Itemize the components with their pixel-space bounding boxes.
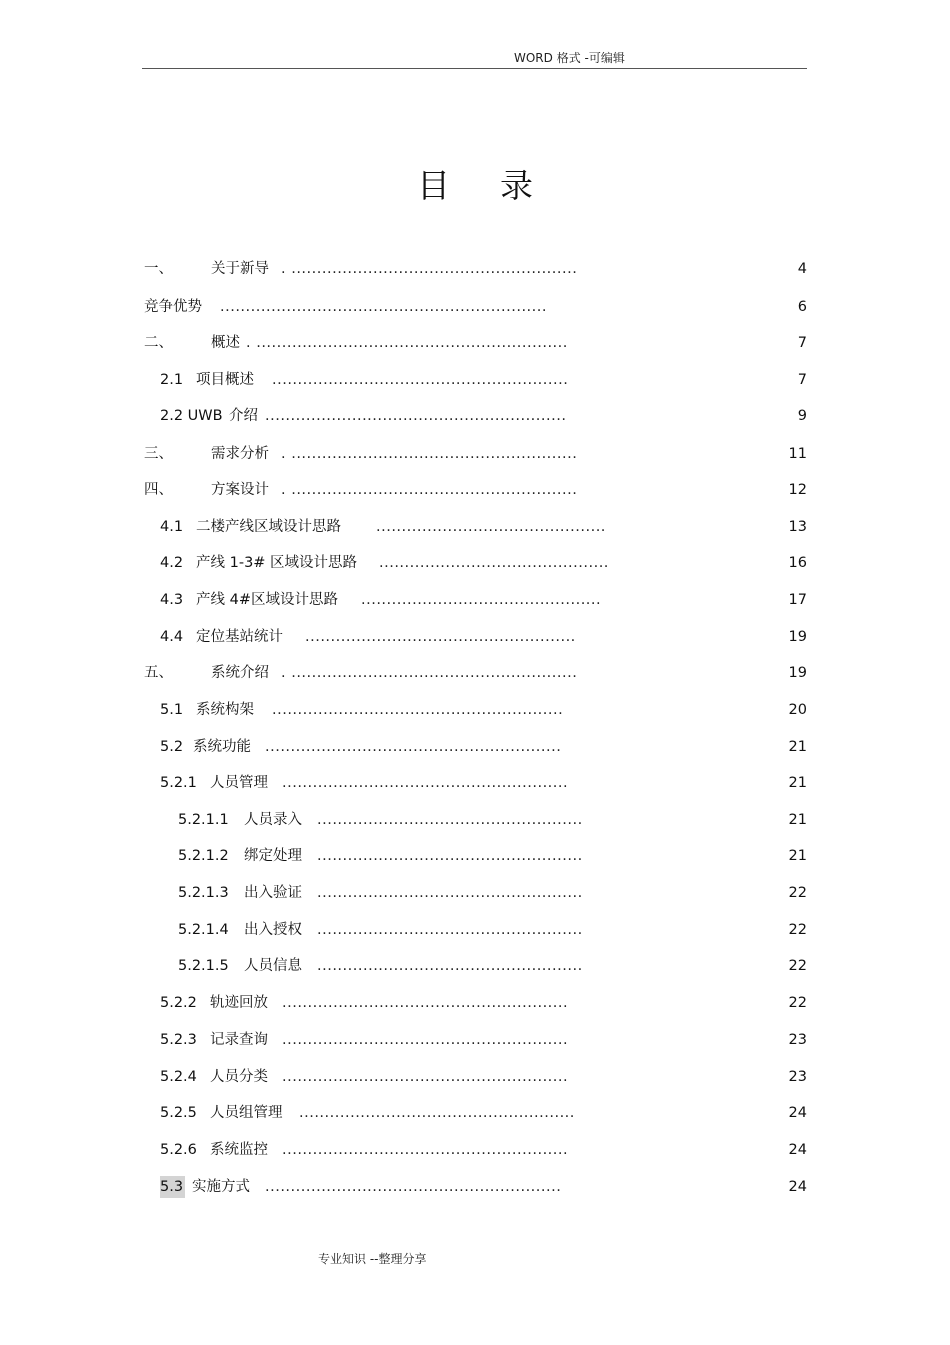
toc-page-number: 24: [788, 1142, 807, 1158]
toc-dot-leader: ....................................................: [317, 848, 583, 864]
toc-entry-label: 产线 1-3# 区域设计思路: [196, 555, 358, 571]
toc-entry-number: 5.2: [160, 739, 184, 755]
toc-entry: [0, 736, 950, 758]
toc-entry-number: 5.2.1.4: [178, 922, 229, 938]
toc-page-number: 23: [788, 1032, 807, 1048]
toc-page-number: 7: [797, 335, 807, 351]
toc-page-number: 23: [788, 1069, 807, 1085]
toc-dot-leader: .............................................: [379, 555, 609, 571]
toc-entry: [0, 1176, 950, 1198]
toc-dot-leader: .........................................................: [272, 702, 564, 718]
toc-entry-number: 5.1: [160, 702, 184, 718]
toc-dot-leader: ........................................................: [282, 995, 569, 1011]
toc-page-number: 19: [788, 629, 807, 645]
toc-entry-number: 一、: [144, 261, 173, 277]
toc-entry-number: 5.2.4: [160, 1069, 197, 1085]
toc-entry-number: 五、: [144, 665, 173, 681]
toc-entry-label: 介绍: [229, 408, 258, 424]
toc-page-number: 19: [788, 665, 807, 681]
toc-entry: [0, 369, 950, 391]
toc-entry: [0, 332, 950, 354]
toc-page-number: 22: [788, 885, 807, 901]
toc-entry: [0, 882, 950, 904]
toc-entry: [0, 809, 950, 831]
toc-entry-number: 5.2.1.2: [178, 848, 229, 864]
toc-entry-label: 需求分析: [211, 446, 269, 462]
toc-entry-label: 出入授权: [244, 922, 302, 938]
toc-entry-label: 方案设计: [211, 482, 269, 498]
toc-entry-label: 人员管理: [210, 775, 268, 791]
toc-entry-number: 4.1: [160, 519, 184, 535]
toc-dot-leader: ....................................................: [317, 812, 583, 828]
toc-entry-label: 关于新导: [211, 261, 269, 277]
toc-page-number: 6: [797, 299, 807, 315]
toc-page-number: 13: [788, 519, 807, 535]
toc-entry-label: 系统功能: [193, 739, 251, 755]
toc-entry-label: 记录查询: [210, 1032, 268, 1048]
toc-page-number: 22: [788, 922, 807, 938]
toc-page-number: 7: [797, 372, 807, 388]
toc-dot-leader: ...............................................: [361, 592, 602, 608]
toc-dot-leader: . ........................................................: [281, 261, 578, 277]
toc-dot-leader: . ........................................................: [281, 482, 578, 498]
toc-dot-leader: ....................................................: [317, 958, 583, 974]
toc-page-number: 17: [788, 592, 807, 608]
toc-dot-leader: ...........................................................: [265, 408, 567, 424]
toc-page-number: 11: [788, 446, 807, 462]
toc-dot-leader: . .............................................................: [246, 335, 568, 351]
toc-dot-leader: .............................................: [376, 519, 606, 535]
toc-page-number: 9: [797, 408, 807, 424]
toc-dot-leader: ..........................................................: [265, 1179, 562, 1195]
toc-entry: [0, 296, 950, 318]
toc-entry-number: 4.3: [160, 592, 184, 608]
page-header-text: WORD 格式 -可编辑: [514, 51, 625, 65]
toc-dot-leader: ......................................................: [299, 1105, 575, 1121]
toc-entry-number: 二、: [144, 335, 173, 351]
toc-entry: [0, 552, 950, 574]
toc-entry-number: 2.2 UWB: [160, 408, 223, 424]
toc-entry-label: 系统监控: [210, 1142, 268, 1158]
toc-dot-leader: ..........................................................: [272, 372, 569, 388]
toc-entry-label: 二楼产线区域设计思路: [196, 519, 341, 535]
toc-page-number: 21: [788, 775, 807, 791]
toc-entry-number: 四、: [144, 482, 173, 498]
toc-entry-number: 4.2: [160, 555, 184, 571]
toc-entry-number: 5.2.6: [160, 1142, 197, 1158]
toc-entry-label: 人员分类: [210, 1069, 268, 1085]
toc-dot-leader: ........................................................: [282, 775, 569, 791]
toc-entry: [0, 1139, 950, 1161]
toc-entry-number: 5.2.5: [160, 1105, 197, 1121]
toc-page-number: 12: [788, 482, 807, 498]
toc-entry: [0, 772, 950, 794]
toc-entry-number: 4.4: [160, 629, 184, 645]
toc-entry: [0, 1102, 950, 1124]
toc-entry-label: 出入验证: [244, 885, 302, 901]
toc-entry-label: 人员录入: [244, 812, 302, 828]
toc-entry-label: 实施方式: [192, 1179, 250, 1195]
toc-entry-label: 人员信息: [244, 958, 302, 974]
toc-entry: [0, 516, 950, 538]
toc-entry-number: 5.3: [160, 1176, 185, 1198]
toc-page-number: 21: [788, 812, 807, 828]
toc-entry: [0, 258, 950, 280]
toc-entry-label: 项目概述: [196, 372, 254, 388]
toc-entry: [0, 955, 950, 977]
toc-dot-leader: ....................................................: [317, 885, 583, 901]
toc-entry-number: 5.2.1.5: [178, 958, 229, 974]
toc-entry: [0, 1029, 950, 1051]
toc-entry: [0, 589, 950, 611]
toc-entry-label: 系统构架: [196, 702, 254, 718]
toc-entry-number: 5.2.1: [160, 775, 197, 791]
toc-page-number: 20: [788, 702, 807, 718]
page-footer-text: 专业知识 --整理分享: [318, 1252, 427, 1266]
toc-entry-number: 5.2.3: [160, 1032, 197, 1048]
toc-entry: [0, 919, 950, 941]
toc-entry-label: 竞争优势: [144, 299, 202, 315]
toc-dot-leader: ........................................................: [282, 1069, 569, 1085]
toc-entry-label: 系统介绍: [211, 665, 269, 681]
toc-page-number: 21: [788, 848, 807, 864]
document-title: 目录: [417, 166, 583, 205]
toc-page-number: 22: [788, 995, 807, 1011]
toc-page-number: 16: [788, 555, 807, 571]
toc-dot-leader: ................................................................: [220, 299, 547, 315]
toc-entry-number: 5.2.2: [160, 995, 197, 1011]
toc-entry-label: 轨迹回放: [210, 995, 268, 1011]
toc-entry-label: 绑定处理: [244, 848, 302, 864]
toc-entry: [0, 845, 950, 867]
toc-dot-leader: . ........................................................: [281, 665, 578, 681]
toc-entry-number: 2.1: [160, 372, 184, 388]
toc-page-number: 24: [788, 1179, 807, 1195]
toc-entry: [0, 662, 950, 684]
toc-page-number: 24: [788, 1105, 807, 1121]
toc-dot-leader: . ........................................................: [281, 446, 578, 462]
toc-page-number: 22: [788, 958, 807, 974]
toc-entry-number: 5.2.1.1: [178, 812, 229, 828]
toc-dot-leader: ..........................................................: [265, 739, 562, 755]
toc-entry-label: 概述: [211, 335, 240, 351]
toc-entry: [0, 699, 950, 721]
toc-page-number: 4: [797, 261, 807, 277]
toc-entry-label: 人员组管理: [210, 1105, 283, 1121]
toc-entry: [0, 626, 950, 648]
toc-entry: [0, 443, 950, 465]
toc-entry-label: 定位基站统计: [196, 629, 283, 645]
toc-entry: [0, 479, 950, 501]
toc-entry-number: 三、: [144, 446, 173, 462]
toc-dot-leader: ........................................................: [282, 1032, 569, 1048]
toc-page-number: 21: [788, 739, 807, 755]
toc-entry-number: 5.2.1.3: [178, 885, 229, 901]
toc-entry: [0, 1066, 950, 1088]
toc-entry: [0, 992, 950, 1014]
toc-dot-leader: ....................................................: [317, 922, 583, 938]
toc-dot-leader: .....................................................: [305, 629, 576, 645]
header-rule: [142, 68, 807, 69]
toc-dot-leader: ........................................................: [282, 1142, 569, 1158]
toc-entry-label: 产线 4#区域设计思路: [196, 592, 338, 608]
toc-entry: [0, 405, 950, 427]
